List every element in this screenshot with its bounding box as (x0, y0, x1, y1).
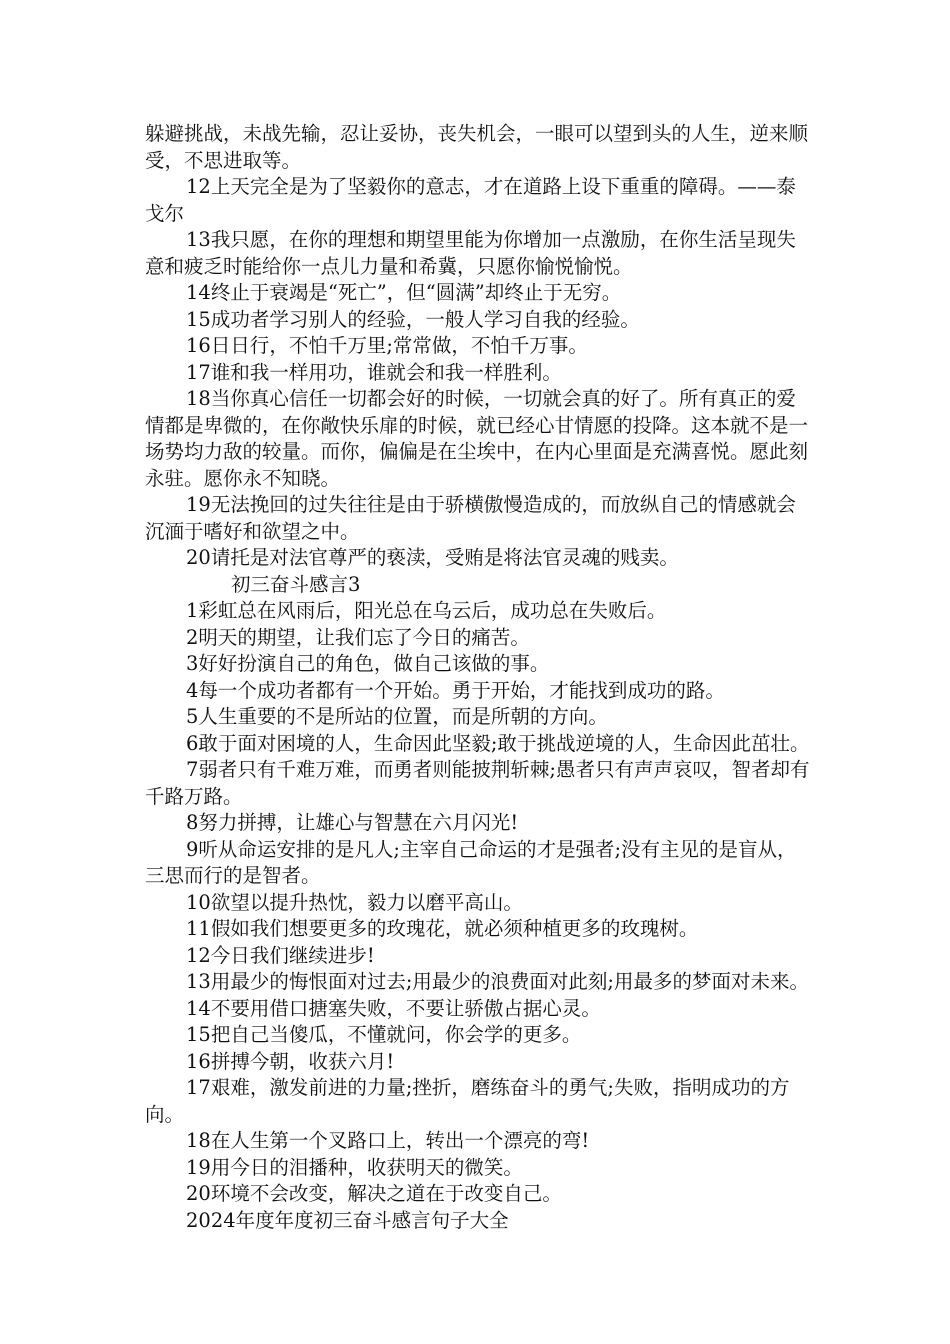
paragraph: 9听从命运安排的是凡人;主宰自己命运的才是强者;没有主见的是盲从，三思而行的是智者。 (145, 837, 797, 887)
paragraph: 1彩虹总在风雨后，阳光总在乌云后，成功总在失败后。 (186, 599, 667, 622)
paragraph: 4每一个成功者都有一个开始。勇于开始，才能找到成功的路。 (186, 678, 725, 702)
paragraph: 19用今日的泪播种，收获明天的微笑。 (186, 1155, 523, 1179)
paragraph: 13我只愿，在你的理想和期望里能为你增加一点激励，在你生活呈现失意和疲乏时能给你一点儿力量和希冀，只愿你愉悦愉悦。 (145, 228, 796, 278)
paragraph: 5人生重要的不是所站的位置，而是所朝的方向。 (186, 705, 608, 728)
paragraph: 12今日我们继续进步! (186, 943, 375, 967)
paragraph: 18在人生第一个叉路口上，转出一个漂亮的弯! (186, 1129, 590, 1152)
paragraph: 13用最少的悔恨面对过去;用最少的浪费面对此刻;用最多的梦面对未来。 (186, 970, 809, 993)
paragraph: 2明天的期望，让我们忘了今日的痛苦。 (186, 625, 530, 649)
paragraph: 18当你真心信任一切都会好的时候，一切就会真的好了。所有真正的爱情都是卑微的，在你敞快乐扉的时候，就已经心甘情愿的投降。这本就不是一场势均力敌的较量。而你，偏偏是在尘埃中，在内心里面是充满喜悦。愿此刻永驻。愿你永不知晓。 (145, 387, 809, 490)
paragraph: 躲避挑战，未战先输，忍让妥协，丧失机会，一眼可以望到头的人生，逆来顺受，不思进取等。 (145, 122, 809, 172)
section-heading: 初三奋斗感言3 (231, 572, 361, 596)
paragraph: 19无法挽回的过失往往是由于骄横傲慢造成的，而放纵自己的情感就会沉湎于嗜好和欲望之中。 (145, 493, 796, 543)
paragraph: 8努力拼搏，让雄心与智慧在六月闪光! (186, 811, 519, 834)
paragraph: 14不要用借口搪塞失败，不要让骄傲占据心灵。 (186, 996, 601, 1020)
paragraph: 14终止于衰竭是“死亡”，但“圆满”却终止于无穷。 (186, 281, 622, 304)
paragraph: 20请托是对法官尊严的亵渎，受贿是将法官灵魂的贱卖。 (186, 546, 679, 569)
paragraph: 17谁和我一样用功，谁就会和我一样胜利。 (186, 360, 562, 384)
paragraph: 7弱者只有千难万难，而勇者则能披荆斩棘;愚者只有声声哀叹，智者却有千路万路。 (145, 758, 810, 808)
paragraph: 2024年度年度初三奋斗感言句子大全 (186, 1208, 509, 1232)
paragraph: 15把自己当傻瓜，不懂就问，你会学的更多。 (186, 1023, 582, 1046)
paragraph: 10欲望以提升热忱，毅力以磨平高山。 (186, 890, 523, 914)
paragraph: 3好好扮演自己的角色，做自己该做的事。 (186, 652, 550, 675)
document-body (145, 121, 810, 1234)
paragraph: 12上天完全是为了坚毅你的意志，才在道路上设下重重的障碍。——泰戈尔 (145, 175, 796, 225)
paragraph: 6敢于面对困境的人，生命因此坚毅;敢于挑战逆境的人，生命因此茁壮。 (186, 731, 810, 755)
paragraph: 15成功者学习别人的经验，一般人学习自我的经验。 (186, 307, 640, 331)
paragraph: 20环境不会改变，解决之道在于改变自己。 (186, 1182, 562, 1205)
paragraph: 17艰难，激发前进的力量;挫折，磨练奋斗的勇气;失败，指明成功的方向。 (145, 1076, 790, 1126)
paragraph: 16日日行，不怕千万里;常常做，不怕千万事。 (186, 334, 588, 357)
paragraph: 16拼搏今朝，收获六月! (186, 1049, 395, 1073)
paragraph: 11假如我们想要更多的玫瑰花，就必须种植更多的玫瑰树。 (186, 917, 699, 940)
